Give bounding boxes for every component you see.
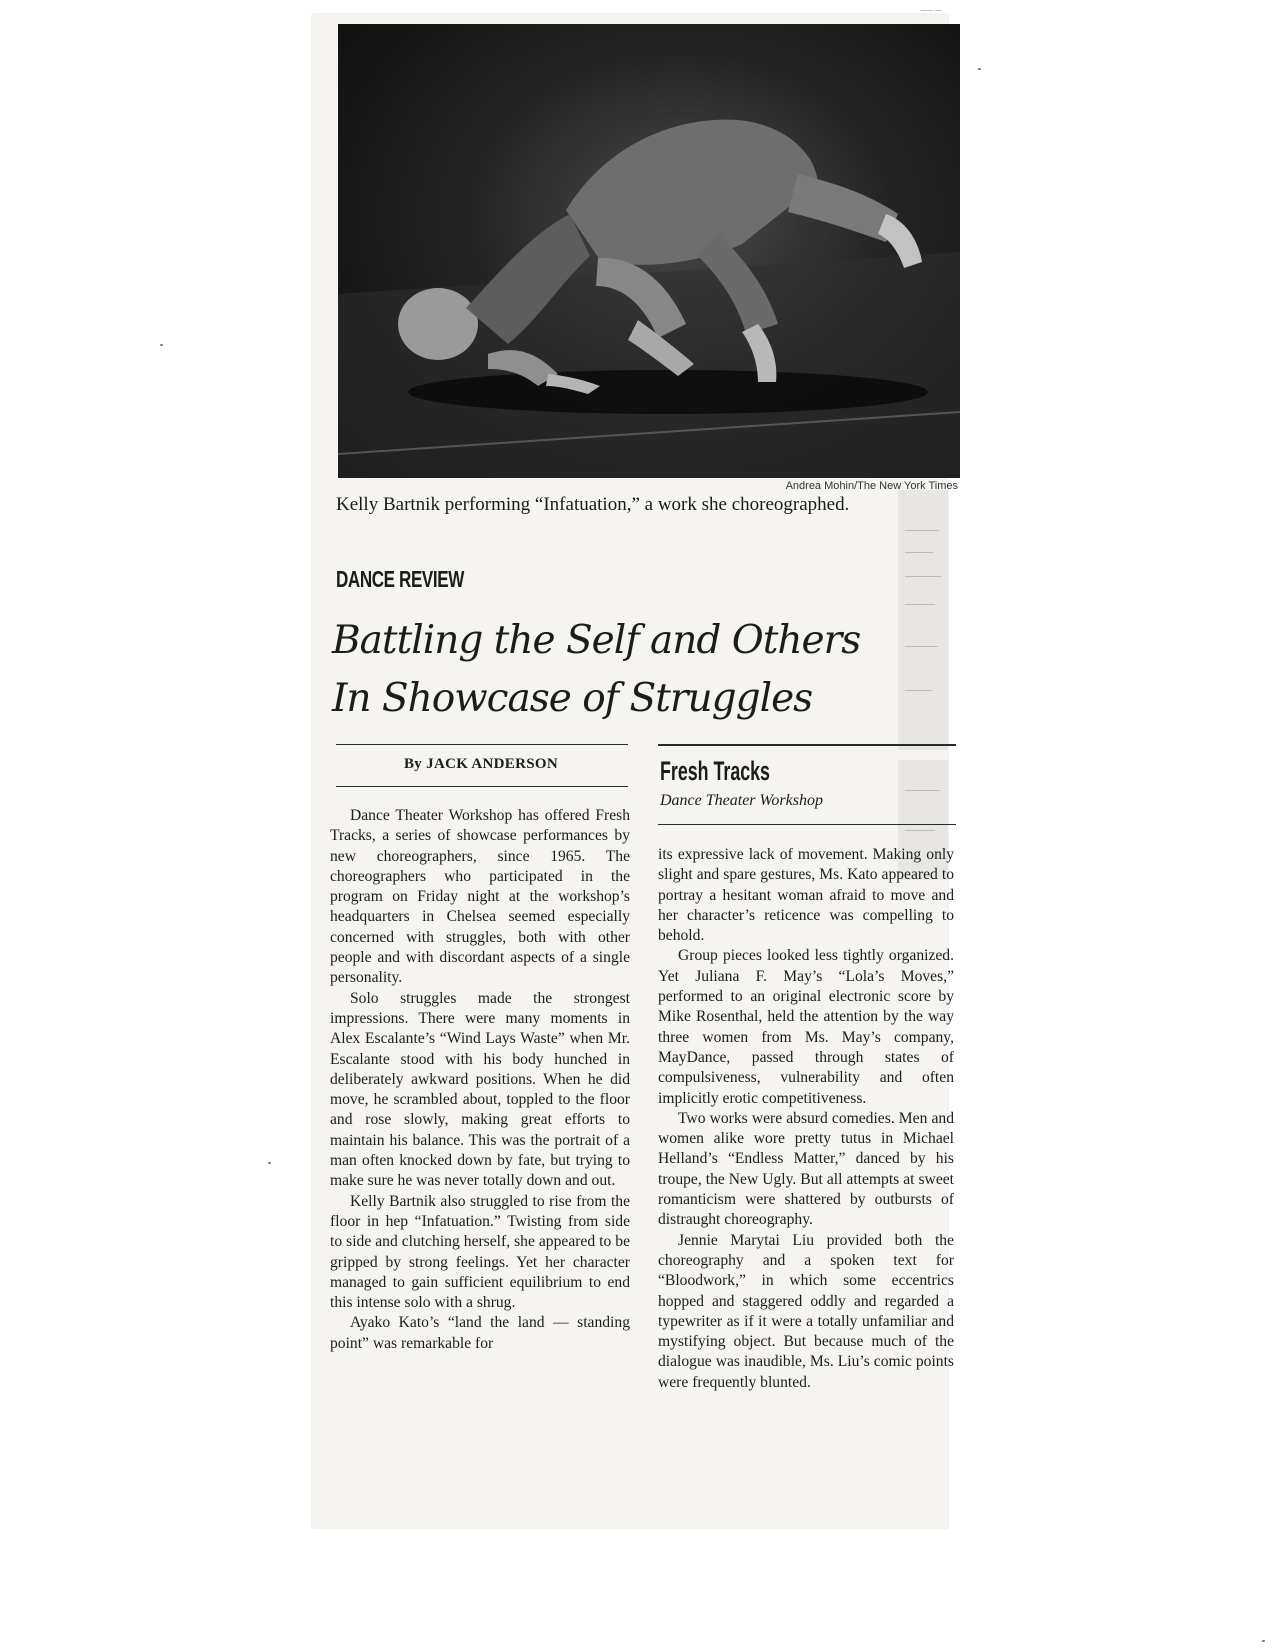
bleed-line	[905, 530, 939, 531]
body-column-2	[658, 845, 954, 1393]
paragraph: Jennie Marytai Liu provided both the choreography and a spoken text for “Bloodwork,” in which some eccentrics hopped and staggered oddly and regarded a typewriter as if it were a totally unfamiliar and mystifying object. But because much of the dialogue was inaudible, Ms. Liu’s comic points were frequently blunted.	[658, 1231, 954, 1391]
section-kicker: DANCE REVIEW	[336, 566, 464, 592]
bleed-line	[905, 830, 935, 831]
paragraph: Solo struggles made the strongest impressions. There were many moments in Alex Escalante’s “Wind Lays Waste” when Mr. Escalante stood with his body hunched in deliberately awkward positions. When he did move, he scrambled about, toppled to the floor and rose slowly, making great efforts to maintain his balance. This was the portrait of a man often knocked down by fate, but trying to make sure he was never totally down and out.	[330, 989, 630, 1190]
headline-line-1: Battling the Self and Others	[332, 618, 861, 663]
info-box-top-rule	[658, 744, 956, 746]
bleed-line	[905, 790, 940, 791]
paragraph: its expressive lack of movement. Making only slight and spare gestures, Ms. Kato appeared to portray a hesitant woman afraid to move and her character’s reticence was compelling to behold.	[658, 846, 954, 945]
scan-speck	[268, 1162, 271, 1164]
bleed-line	[905, 604, 935, 605]
headline-line-2: In Showcase of Struggles	[332, 676, 813, 721]
photo-credit: Andrea Mohin/The New York Times	[785, 480, 958, 492]
paragraph: Two works were absurd comedies. Men and women alike wore pretty tutus in Michael Helland’s “Endless Matter,” danced by his troupe, the New Ugly. But all attempts at sweet romanticism were shattered by outbursts of distraught choreography.	[658, 1109, 954, 1229]
scan-speck	[160, 344, 163, 346]
byline: By JACK ANDERSON	[404, 756, 558, 772]
scan-speck	[1262, 1640, 1265, 1642]
byline-rule	[336, 744, 628, 745]
info-box-bottom-rule	[658, 824, 956, 825]
byline-bottom-rule	[336, 786, 628, 787]
info-box-title: Fresh Tracks	[660, 756, 770, 786]
bleed-line	[905, 576, 941, 577]
headline	[332, 612, 972, 728]
scan-speck	[978, 68, 981, 70]
paragraph: Ayako Kato’s “land the land — standing point” was remarkable for	[330, 1314, 630, 1352]
dancer-illustration	[338, 24, 960, 478]
info-box-venue: Dance Theater Workshop	[660, 792, 823, 809]
photo-caption: Kelly Bartnik performing “Infatuation,” a work she choreographed.	[336, 494, 850, 515]
scan-stamp: —— —	[920, 8, 942, 14]
paragraph: Group pieces looked less tightly organized. Yet Juliana F. May’s “Lola’s Moves,” performed to an original electronic score by Mike Rosenthal, held the attention by the way three women from Ms. May’s company, MayDance, passed through states of compulsiveness, vulnerability and often implicitly erotic competitiveness.	[658, 947, 954, 1107]
body-column-1	[330, 806, 630, 1354]
bleed-line	[905, 552, 933, 553]
paragraph: Dance Theater Workshop has offered Fresh Tracks, a series of showcase performances by new choreographers, since 1965. The choreographers who participated in the program on Friday night at the workshop’s headquarters in Chelsea seemed especially concerned with struggles, both with other people and with discordant aspects of a single personality.	[330, 807, 630, 987]
paragraph: Kelly Bartnik also struggled to rise from the floor in hep “Infatuation.” Twisting from side to side and clutching herself, she appeared to be gripped by strong feelings. Yet her character managed to gain sufficient equilibrium to end this intense solo with a shrug.	[330, 1192, 630, 1312]
dancer-photo	[338, 24, 960, 478]
